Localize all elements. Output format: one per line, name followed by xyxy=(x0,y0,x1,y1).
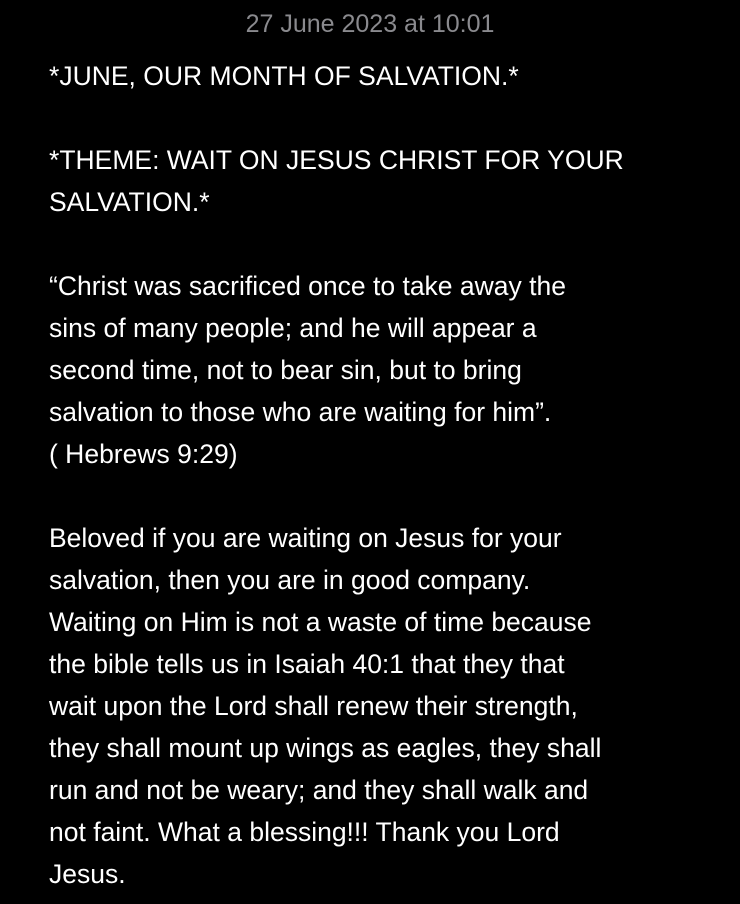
title-line: *JUNE, OUR MONTH OF SALVATION.* xyxy=(49,61,519,91)
scripture-line: “Christ was sacrificed once to take away the xyxy=(49,271,566,301)
paragraph-gap xyxy=(49,223,709,265)
paragraph-gap xyxy=(49,475,709,517)
theme-line: *THEME: WAIT ON JESUS CHRIST FOR YOUR xyxy=(49,145,624,175)
body-line: wait upon the Lord shall renew their strength, xyxy=(49,691,578,721)
paragraph-gap xyxy=(49,97,709,139)
scripture-line: second time, not to bear sin, but to bring xyxy=(49,355,522,385)
body-line: run and not be weary; and they shall walk and xyxy=(49,775,589,805)
note-title xyxy=(49,55,709,97)
body-line: the bible tells us in Isaiah 40:1 that they that xyxy=(49,649,565,679)
scripture-paragraph xyxy=(49,265,709,475)
scripture-reference: ( Hebrews 9:29) xyxy=(49,439,238,469)
body-line: Waiting on Him is not a waste of time because xyxy=(49,607,592,637)
scripture-line: sins of many people; and he will appear a xyxy=(49,313,537,343)
body-line: Jesus. xyxy=(49,859,126,889)
body-paragraph xyxy=(49,517,709,895)
theme-line: SALVATION.* xyxy=(49,187,210,217)
note-body[interactable] xyxy=(49,55,709,895)
body-line: they shall mount up wings as eagles, they shall xyxy=(49,733,602,763)
note-timestamp: 27 June 2023 at 10:01 xyxy=(245,10,495,38)
body-line: Beloved if you are waiting on Jesus for your xyxy=(49,523,562,553)
body-line: not faint. What a blessing!!! Thank you Lord xyxy=(49,817,560,847)
body-line: salvation, then you are in good company. xyxy=(49,565,531,595)
scripture-line: salvation to those who are waiting for him”. xyxy=(49,397,552,427)
theme-paragraph xyxy=(49,139,709,223)
